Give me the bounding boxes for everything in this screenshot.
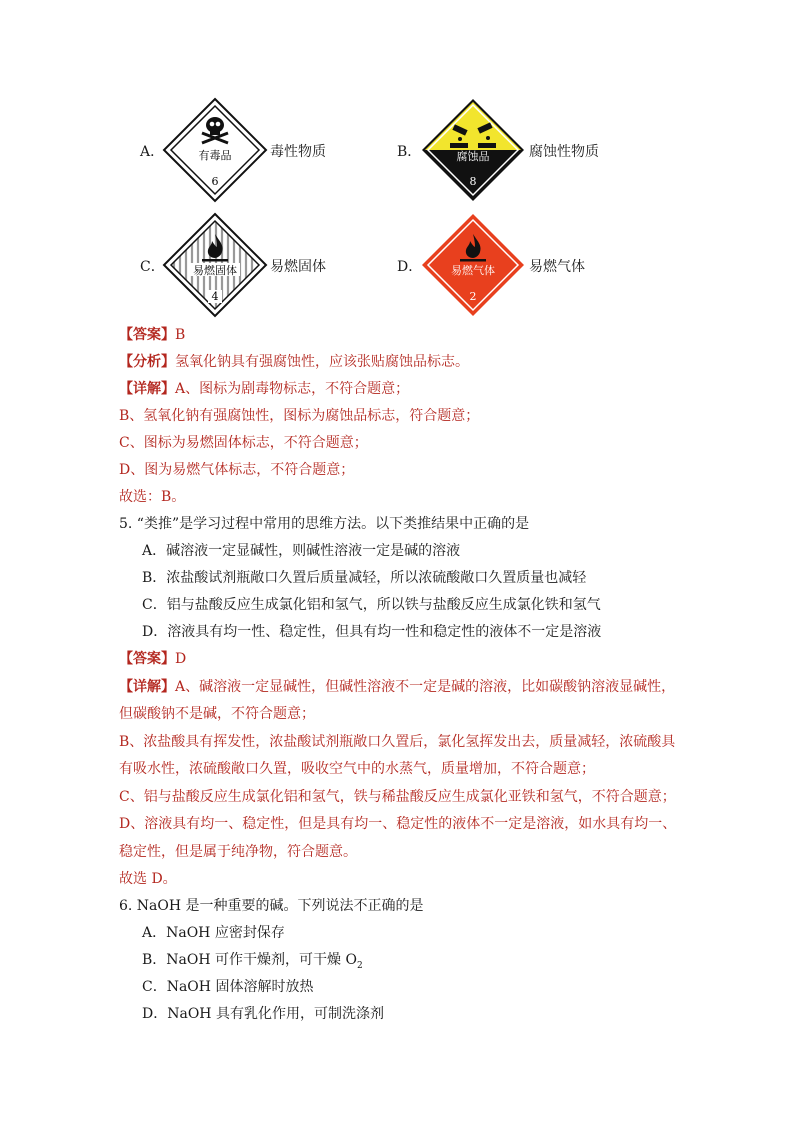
q6-option-a: A．NaOH 应密封保存 xyxy=(142,925,285,941)
q5-choose: 故选 D。 xyxy=(119,871,177,887)
option-d-letter: D． xyxy=(397,259,423,275)
q4-detail-b: B、氢氧化钠有强腐蚀性，图标为腐蚀品标志，符合题意； xyxy=(119,408,480,424)
q4-answer: 【答案】B xyxy=(119,327,186,343)
option-b-caption: 腐蚀性物质 xyxy=(529,144,599,160)
q5-detail-line-7: 稳定性，但是属于纯净物，符合题意。 xyxy=(119,844,357,860)
q6-option-c: C．NaOH 固体溶解时放热 xyxy=(142,979,314,995)
flammable-solid-sign-number: 4 xyxy=(211,290,219,303)
q6-option-d: D．NaOH 具有乳化作用，可制洗涤剂 xyxy=(142,1006,384,1022)
option-b-letter: B． xyxy=(397,144,422,160)
q5-stem: 5. “类推”是学习过程中常用的思维方法。以下类推结果中正确的是 xyxy=(119,516,530,532)
flammable-solid-sign-text: 易燃固体 xyxy=(193,264,237,277)
option-c-caption: 易燃固体 xyxy=(270,259,326,275)
flammable-solid-sign-icon xyxy=(162,212,268,318)
q5-option-a: A．碱溶液一定显碱性，则碱性溶液一定是碱的溶液 xyxy=(142,543,461,559)
q4-detail-c: C、图标为易燃固体标志，不符合题意； xyxy=(119,435,368,451)
q5-option-b: B．浓盐酸试剂瓶敞口久置后质量减轻，所以浓硫酸敞口久置质量也减轻 xyxy=(142,570,587,586)
toxic-sign-text: 有毒品 xyxy=(198,149,232,162)
q5-answer: 【答案】D xyxy=(119,651,187,667)
corrosive-sign-number: 8 xyxy=(469,175,477,188)
q4-choose: 故选：B。 xyxy=(119,489,186,505)
q5-detail-line-1: 【详解】A、碱溶液一定显碱性，但碱性溶液不一定是碱的溶液，比如碳酸钠溶液显碱性， xyxy=(119,679,676,695)
option-d-caption: 易燃气体 xyxy=(529,259,585,275)
q5-detail-line-4: 有吸水性，浓硫酸敞口久置，吸收空气中的水蒸气，质量增加，不符合题意； xyxy=(119,761,595,777)
q6-option-b: B．NaOH 可作干燥剂，可干燥 $O_2$ xyxy=(142,952,363,971)
flammable-gas-sign-text: 易燃气体 xyxy=(451,264,495,277)
toxic-sign-number: 6 xyxy=(211,175,219,188)
q5-detail-line-2: 但碳酸钠不是碱，不符合题意； xyxy=(119,706,315,722)
q4-detail-d: D、图为易燃气体标志，不符合题意； xyxy=(119,462,355,478)
q4-analysis: 【分析】氢氧化钠具有强腐蚀性，应该张贴腐蚀品标志。 xyxy=(119,354,469,370)
q5-detail-line-6: D、溶液具有均一、稳定性，但是具有均一、稳定性的液体不一定是溶液，如水具有均一、 xyxy=(119,816,677,832)
option-c-letter: C． xyxy=(140,259,165,275)
flammable-gas-sign-icon xyxy=(420,212,526,318)
q5-detail-line-3: B、浓盐酸具有挥发性，浓盐酸试剂瓶敞口久置后，氯化氢挥发出去，质量减轻，浓硫酸具 xyxy=(119,734,676,750)
q5-option-d: D．溶液具有均一性、稳定性，但具有均一性和稳定性的液体不一定是溶液 xyxy=(142,624,602,640)
option-a-letter: A． xyxy=(140,144,165,160)
q4-detail-a: 【详解】A、图标为剧毒物标志，不符合题意； xyxy=(119,381,410,397)
corrosive-sign-text: 腐蚀品 xyxy=(456,150,490,163)
q5-option-c: C．铝与盐酸反应生成氯化铝和氢气，所以铁与盐酸反应生成氯化铁和氢气 xyxy=(142,597,601,613)
toxic-sign-icon xyxy=(162,97,268,203)
corrosive-sign-icon xyxy=(420,97,526,203)
flammable-gas-sign-number: 2 xyxy=(469,290,477,303)
option-a-caption: 毒性物质 xyxy=(270,144,326,160)
q6-stem: 6. NaOH 是一种重要的碱。下列说法不正确的是 xyxy=(119,898,424,914)
q5-detail-line-5: C、铝与盐酸反应生成氯化铝和氢气，铁与稀盐酸反应生成氯化亚铁和氢气，不符合题意； xyxy=(119,789,676,805)
